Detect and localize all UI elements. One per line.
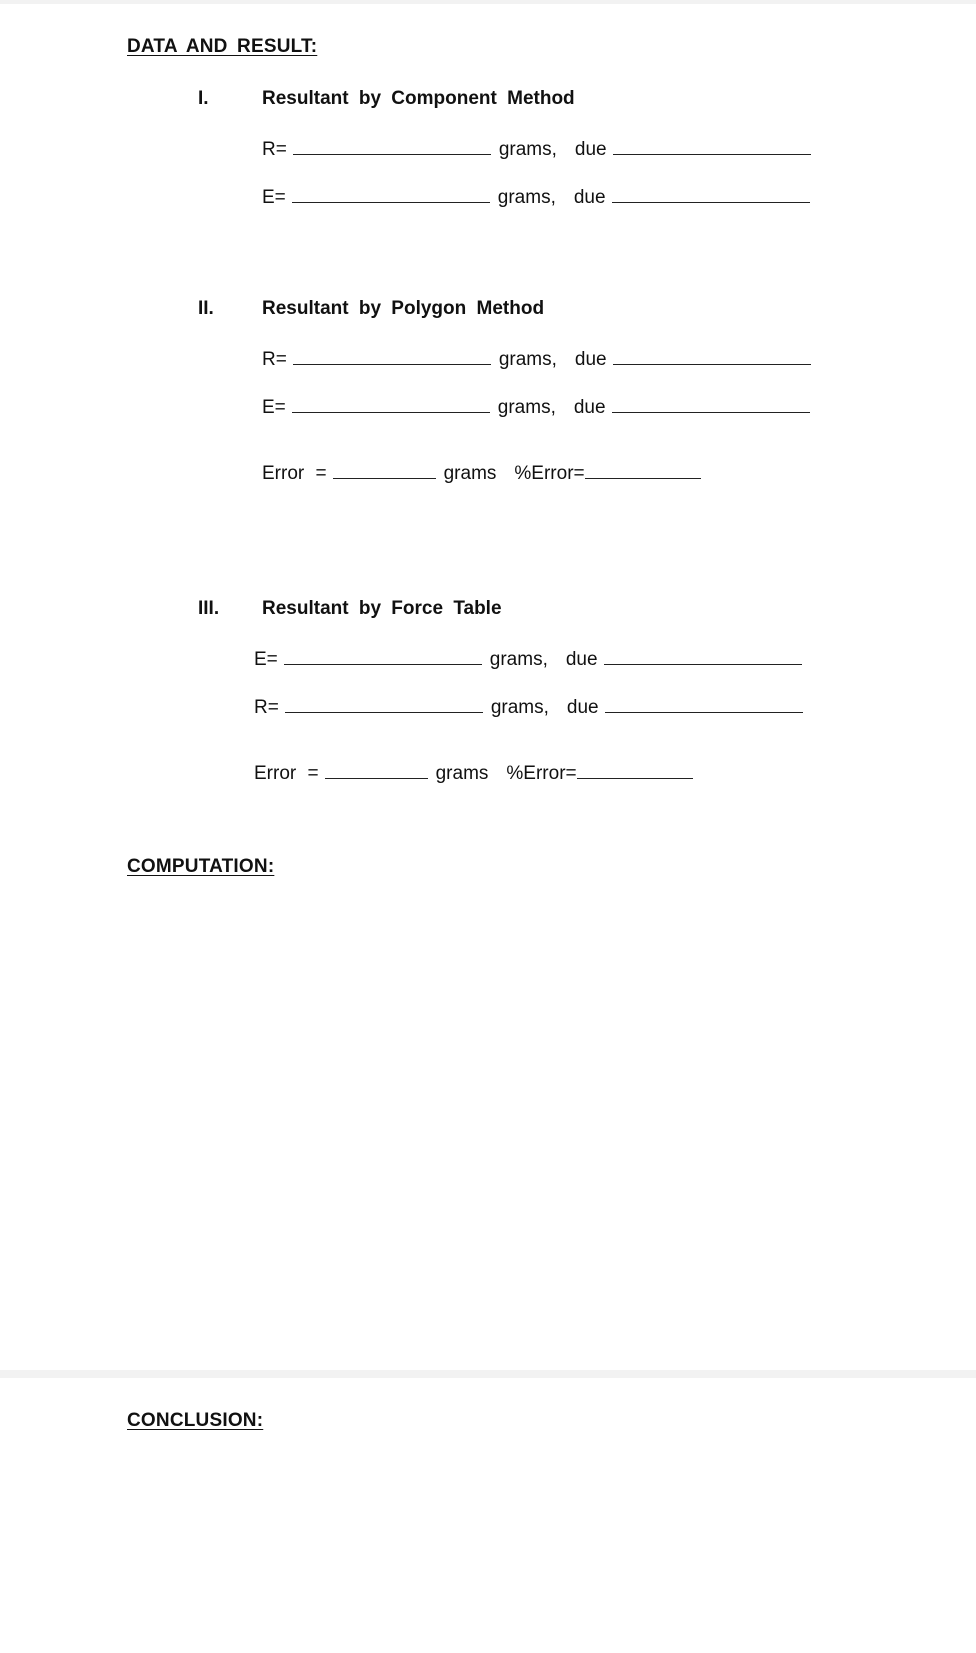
error-blank[interactable] (333, 460, 436, 479)
row-label: R= (262, 139, 287, 160)
magnitude-blank[interactable] (284, 646, 482, 665)
section-3-numeral: III. (198, 598, 220, 619)
unit-label: grams, (490, 697, 549, 718)
error-label: Error = (254, 763, 319, 784)
section-2-error-row (262, 460, 701, 485)
row-label: E= (254, 649, 278, 670)
percent-error-blank[interactable] (585, 460, 701, 479)
row-label: E= (262, 397, 286, 418)
magnitude-blank[interactable] (293, 136, 491, 155)
magnitude-blank[interactable] (293, 346, 491, 365)
direction-blank[interactable] (613, 346, 811, 365)
magnitude-blank[interactable] (292, 394, 490, 413)
due-label: due (566, 697, 599, 718)
section-2-row-2 (262, 394, 810, 419)
unit-label: grams, (489, 649, 548, 670)
section-1-numeral: I. (198, 88, 209, 109)
direction-blank[interactable] (613, 136, 811, 155)
due-label: due (565, 649, 598, 670)
percent-error-blank[interactable] (577, 760, 693, 779)
row-label: R= (262, 349, 287, 370)
section-3-row-2 (254, 694, 803, 719)
section-3-error-row (254, 760, 693, 785)
row-label: E= (262, 187, 286, 208)
section-3-title: Resultant by Force Table (262, 598, 502, 619)
unit-label: grams, (497, 397, 556, 418)
magnitude-blank[interactable] (292, 184, 490, 203)
error-unit: grams (435, 763, 489, 784)
document-page-1 (0, 4, 976, 1370)
due-label: due (574, 349, 607, 370)
due-label: due (573, 397, 606, 418)
magnitude-blank[interactable] (285, 694, 483, 713)
row-label: R= (254, 697, 279, 718)
direction-blank[interactable] (605, 694, 803, 713)
due-label: due (573, 187, 606, 208)
unit-label: grams, (498, 139, 557, 160)
section-1-row-2 (262, 184, 810, 209)
section-2-title: Resultant by Polygon Method (262, 298, 545, 319)
direction-blank[interactable] (612, 184, 810, 203)
percent-error-label: %Error= (514, 463, 585, 484)
section-1-row-1 (262, 136, 811, 161)
unit-label: grams, (498, 349, 557, 370)
document-page-2 (0, 1378, 976, 1653)
section-1-title: Resultant by Component Method (262, 88, 575, 109)
computation-heading: COMPUTATION: (127, 856, 275, 877)
due-label: due (574, 139, 607, 160)
direction-blank[interactable] (604, 646, 802, 665)
percent-error-label: %Error= (506, 763, 577, 784)
error-label: Error = (262, 463, 327, 484)
section-2-numeral: II. (198, 298, 214, 319)
error-unit: grams (443, 463, 497, 484)
section-2-row-1 (262, 346, 811, 371)
conclusion-heading: CONCLUSION: (127, 1410, 264, 1431)
unit-label: grams, (497, 187, 556, 208)
direction-blank[interactable] (612, 394, 810, 413)
error-blank[interactable] (325, 760, 428, 779)
section-3-row-1 (254, 646, 802, 671)
data-and-result-heading: DATA AND RESULT: (127, 36, 318, 57)
